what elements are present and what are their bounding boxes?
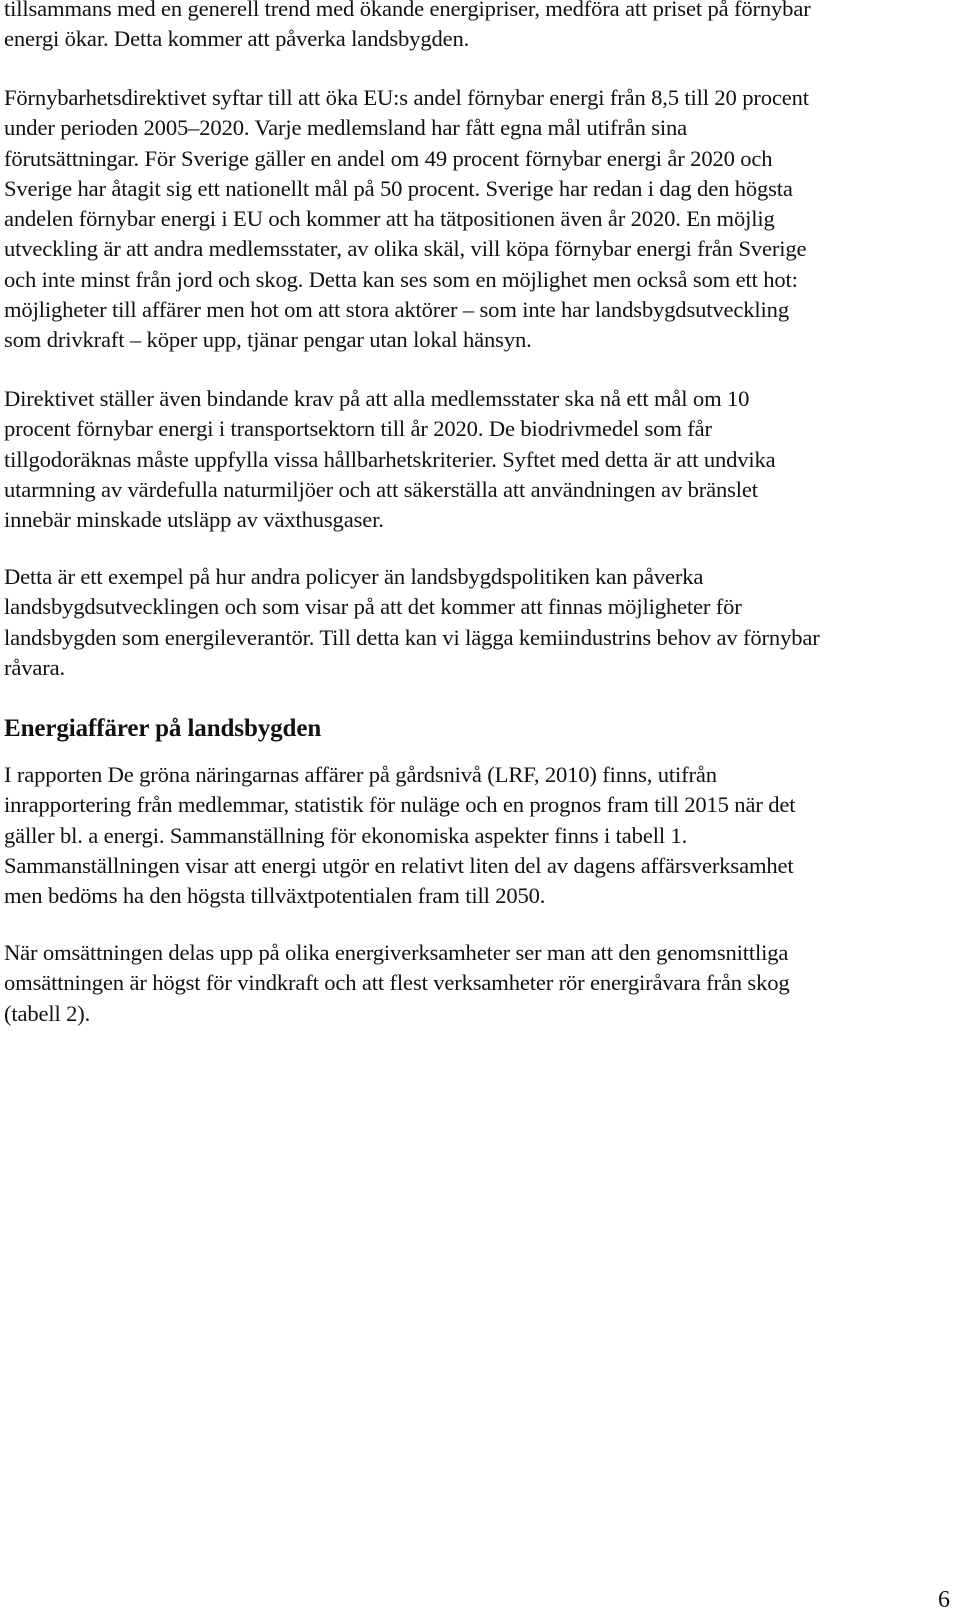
paragraph-line: tillsammans med en generell trend med ökande energipriser, medföra att priset på förnybar — [4, 0, 811, 21]
paragraph-line: utveckling är att andra medlemsstater, av olika skäl, vill köpa förnybar energi från Sverige — [4, 236, 807, 262]
paragraph-3 — [4, 384, 956, 535]
paragraph-line: I rapporten De gröna näringarnas affärer på gårdsnivå (LRF, 2010) finns, utifrån — [4, 762, 717, 787]
paragraph-line: Förnybarhetsdirektivet syftar till att öka EU:s andel förnybar energi från 8,5 till 20 procent — [4, 85, 809, 110]
paragraph-line: som drivkraft – köper upp, tjänar pengar utan lokal hänsyn. — [4, 327, 532, 353]
paragraph-line: tillgodoräknas måste uppfylla vissa hållbarhetskriterier. Syftet med detta är att undvika — [4, 446, 776, 472]
paragraph-line: inrapportering från medlemmar, statistik för nuläge och en prognos fram till 2015 när det — [4, 792, 796, 818]
paragraph-line: möjligheter till affärer men hot om att stora aktörer – som inte har landsbygdsutveckling — [4, 297, 789, 323]
page-number: 6 — [938, 1587, 950, 1613]
paragraph-line: landsbygdsutvecklingen och som visar på att det kommer att finnas möjligheter för — [4, 594, 742, 620]
paragraph-4 — [4, 562, 956, 683]
paragraph-line: omsättningen är högst för vindkraft och att flest verksamheter rör energiråvara från skog — [4, 970, 790, 996]
paragraph-line: Direktivet ställer även bindande krav på att alla medlemsstater ska nå ett mål om 10 — [4, 386, 750, 411]
paragraph-line: procent förnybar energi i transportsektorn till år 2020. De biodrivmedel som får — [4, 416, 712, 442]
paragraph-2 — [4, 83, 956, 356]
paragraph-line: och inte minst från jord och skog. Detta kan ses som en möjlighet men också som ett hot: — [4, 266, 798, 292]
paragraph-line: Sammanställningen visar att energi utgör en relativt liten del av dagens affärsverksamhet — [4, 852, 794, 878]
paragraph-line: förutsättningar. För Sverige gäller en andel om 49 procent förnybar energi år 2020 och — [4, 145, 773, 171]
paragraph-line: Sverige har åtagit sig ett nationellt mål på 50 procent. Sverige har redan i dag den högsta — [4, 175, 793, 201]
paragraph-line: Detta är ett exempel på hur andra policyer än landsbygdspolitiken kan påverka — [4, 564, 704, 589]
paragraph-line: råvara. — [4, 654, 66, 680]
paragraph-line: gäller bl. a energi. Sammanställning för ekonomiska aspekter finns i tabell 1. — [4, 822, 688, 848]
paragraph-line: under perioden 2005–2020. Varje medlemsland har fått egna mål utifrån sina — [4, 115, 688, 141]
paragraph-line: andelen förnybar energi i EU och kommer att ha tätpositionen även år 2020. En möjlig — [4, 206, 775, 232]
section-paragraph-2 — [4, 938, 956, 1029]
paragraph-1 — [4, 0, 956, 55]
paragraph-line: utarmning av värdefulla naturmiljöer och att säkerställa att användningen av bränslet — [4, 476, 758, 502]
paragraph-line: men bedöms ha den högsta tillväxtpotentialen fram till 2050. — [4, 883, 546, 909]
section-heading: Energiaffärer på landsbygden — [4, 715, 322, 742]
paragraph-line: energi ökar. Detta kommer att påverka landsbygden. — [4, 26, 470, 52]
paragraph-line: innebär minskade utsläpp av växthusgaser. — [4, 507, 384, 533]
section-paragraph-1 — [4, 760, 956, 911]
paragraph-line: (tabell 2). — [4, 1000, 91, 1026]
paragraph-line: landsbygden som energileverantör. Till detta kan vi lägga kemiindustrins behov av förnybar — [4, 624, 820, 650]
paragraph-line: När omsättningen delas upp på olika energiverksamheter ser man att den genomsnittliga — [4, 940, 789, 965]
